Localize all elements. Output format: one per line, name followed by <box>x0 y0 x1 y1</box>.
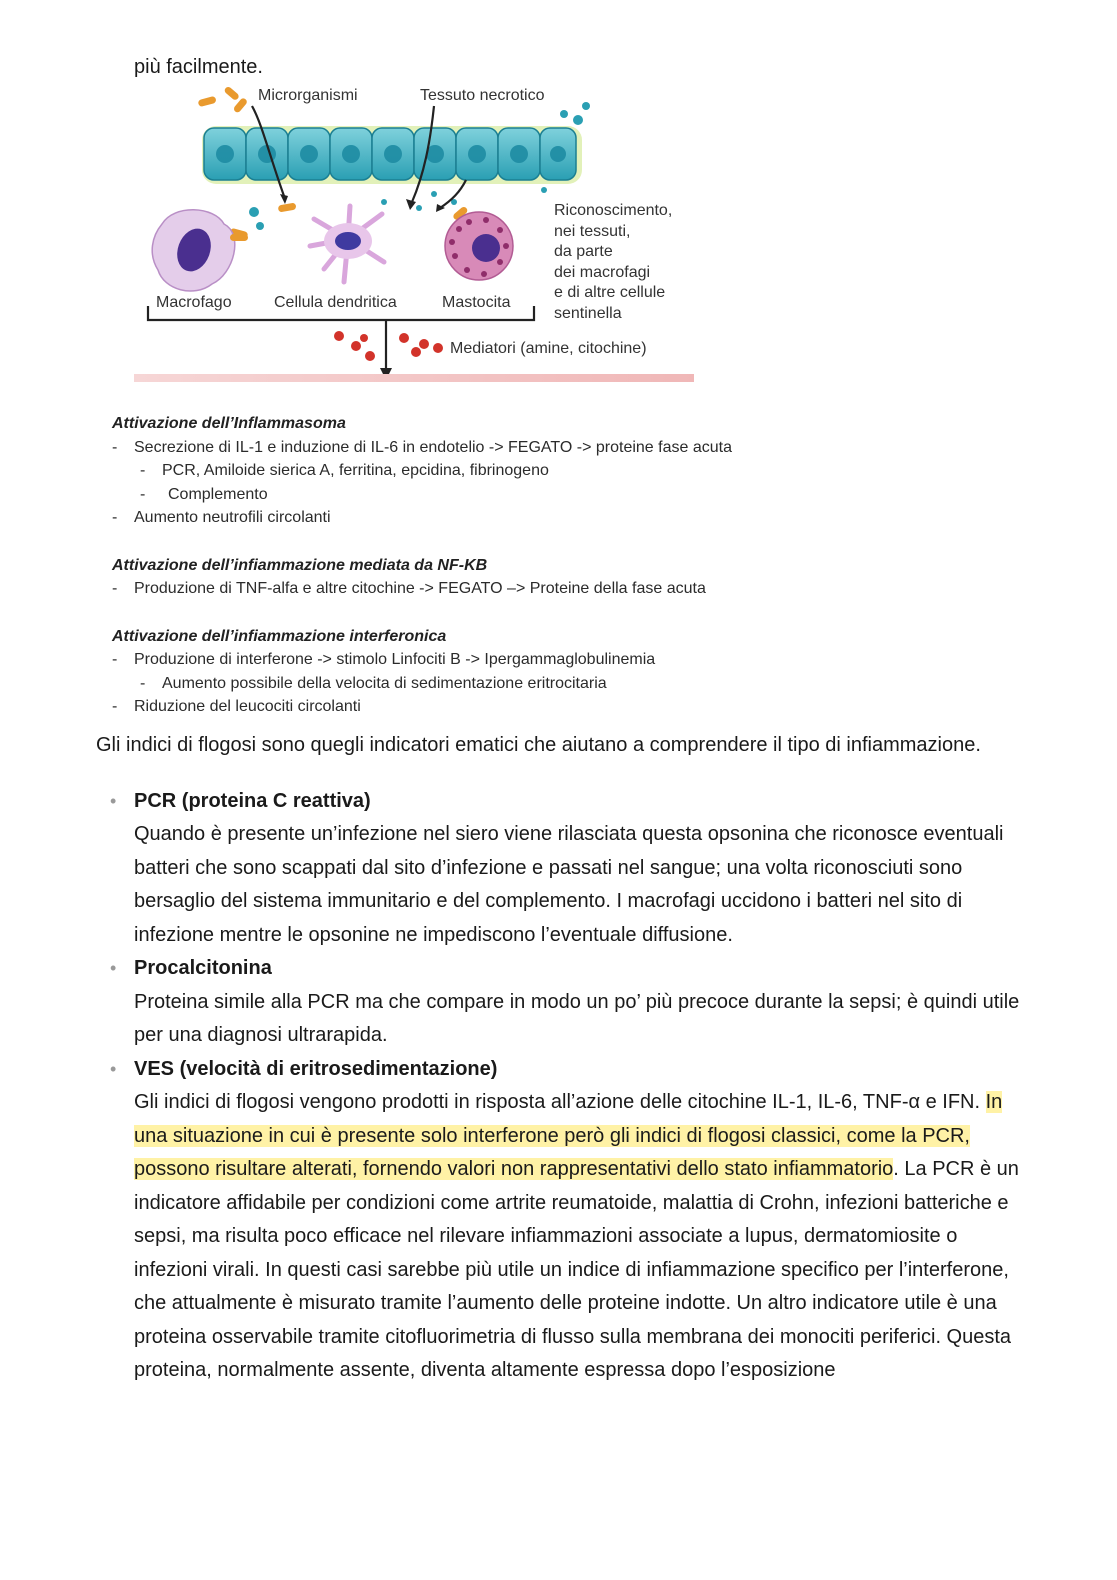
notes-item-text: Produzione di TNF-alfa e altre citochine -> FEGATO –> Proteine della fase acuta <box>134 580 706 597</box>
inflammation-figure <box>134 84 694 384</box>
notes-item-text: Secrezione di IL-1 e induzione di IL-6 in endotelio -> FEGATO -> proteine fase acuta <box>134 438 732 456</box>
notes-item: - Secrezione di IL-1 e induzione di IL-6 in endotelio -> FEGATO -> proteine fase acuta <box>112 438 732 456</box>
notes-item: - Produzione di TNF-alfa e altre citochine -> FEGATO –> Proteine della fase acuta <box>112 580 706 597</box>
notes-item: - Riduzione del leucociti circolanti <box>112 698 361 715</box>
document-body <box>96 729 1026 1388</box>
recognition-line: da parte <box>554 243 613 260</box>
mediators-dots <box>334 331 443 361</box>
notes-subitem: - PCR, Amiloide sierica A, ferritina, epcidina, fibrinogeno <box>140 462 549 479</box>
dendritic-cell <box>310 206 384 282</box>
notes-heading: Attivazione dell’infiammazione mediata da NF-KB <box>112 556 488 574</box>
ves-text-part: . La PCR è un indicatore affidabile per condizioni come artrite reumatoide, malattia di Crohn, infezioni batteriche e sepsi, ma risulta poco efficace nel rilevare infiammazioni associate a lupus, dermatomiosite o infezioni virali. In questi casi sarebbe più utile un indice di infiammazione specifico per l’interferone, che attualmente è misurato tramite l’aumento delle proteine indotte. Un altro indicatore utile è una proteina osservabile tramite citofluorimetria di flusso sulla membrana dei monociti periferici. Questa proteina, normalmente assente, diventa altamente espressa dopo l’esposizione <box>134 1158 1019 1381</box>
list-item-title: • PCR (proteina C reattiva) <box>134 789 371 812</box>
notes-heading: Attivazione dell’Inflammasoma <box>112 415 346 432</box>
notes-item-text: Aumento neutrofili circolanti <box>134 509 331 526</box>
inflammation-notes <box>112 412 832 743</box>
list-item-procalcitonin <box>96 952 1026 1053</box>
epithelium-layer <box>202 102 590 230</box>
label-mastocyte: Mastocita <box>442 294 511 311</box>
notes-item-text: Riduzione del leucociti circolanti <box>134 698 361 715</box>
list-item-title: • Procalcitonina <box>134 957 272 979</box>
recognition-line: sentinella <box>554 305 622 322</box>
recognition-caption <box>554 202 672 322</box>
list-item-title: • VES (velocità di eritrosedimentazione) <box>134 1057 498 1080</box>
notes-item-text: Aumento possibile della velocita di sedimentazione eritrocitaria <box>162 674 607 692</box>
recognition-line: dei macrofagi <box>554 264 651 281</box>
macrophage-cell <box>152 210 248 291</box>
label-microorganisms: Microrganismi <box>258 87 358 104</box>
mastocyte-cell <box>445 212 513 280</box>
blood-vessel <box>134 374 694 382</box>
recognition-line: Riconoscimento, <box>554 202 673 219</box>
label-necrotic-tissue: Tessuto necrotico <box>420 87 545 104</box>
notes-heading: Attivazione dell’infiammazione interferonica <box>112 627 447 645</box>
notes-subitem: - Complemento <box>140 485 268 503</box>
list-item-text: Proteina simile alla PCR ma che compare in modo un po’ più precoce durante la sepsi; è quindi utile per una diagnosi ultrarapida. <box>134 990 1020 1046</box>
notes-subitem: - Aumento possibile della velocita di sedimentazione eritrocitaria <box>140 674 607 692</box>
list-item-text <box>134 1086 1026 1388</box>
list-item-pcr <box>96 785 1026 953</box>
indices-list <box>96 785 1026 1388</box>
intro-paragraph: Gli indici di flogosi sono quegli indicatori ematici che aiutano a comprendere il tipo di infiammazione. <box>96 734 981 756</box>
notes-item: - Aumento neutrofili circolanti <box>112 509 331 526</box>
highlighted-text: In una situazione in cui è presente solo interferone però gli indici di flogosi classici, come la PCR, possono risultare alterati, fornendo valori non rappresentativi dello stato infiammatorio <box>134 1091 1003 1180</box>
notes-item-text: Produzione di interferone -> stimolo Linfociti B -> Ipergammaglobulinemia <box>134 651 656 668</box>
recognition-line: e di altre cellule <box>554 284 666 301</box>
notes-item: - Produzione di interferone -> stimolo Linfociti B -> Ipergammaglobulinemia <box>112 651 656 668</box>
list-item-text: Quando è presente un’infezione nel siero viene rilasciata questa opsonina che riconosce eventuali batteri che sono scappati dal sito d’infezione e passati nel sangue; una volta riconosciuti sono bersaglio del sistema immunitario e del complemento. I macrofagi uccidono i batteri nel sito di infezione mentre le opsonine ne impediscono l’eventuale diffusione. <box>134 823 1004 946</box>
label-macrophage: Macrofago <box>156 294 232 311</box>
notes-inflammasome <box>112 412 832 530</box>
notes-item-text: Complemento <box>168 485 268 503</box>
notes-nfkb <box>112 554 832 601</box>
ves-text-part: Gli indici di flogosi vengono prodotti in risposta all’azione delle citochine IL-1, IL-6, TNF-α e IFN. <box>134 1091 986 1113</box>
recognition-line: nei tessuti, <box>554 223 631 240</box>
notes-interferon <box>112 625 832 719</box>
list-item-ves <box>96 1053 1026 1388</box>
label-dendritic: Cellula dendritica <box>274 294 397 311</box>
inflammation-diagram <box>134 84 694 384</box>
notes-item-text: PCR, Amiloide sierica A, ferritina, epcidina, fibrinogeno <box>162 462 549 479</box>
label-mediators: Mediatori (amine, citochine) <box>450 340 647 357</box>
intro-line: più facilmente. <box>134 56 263 78</box>
